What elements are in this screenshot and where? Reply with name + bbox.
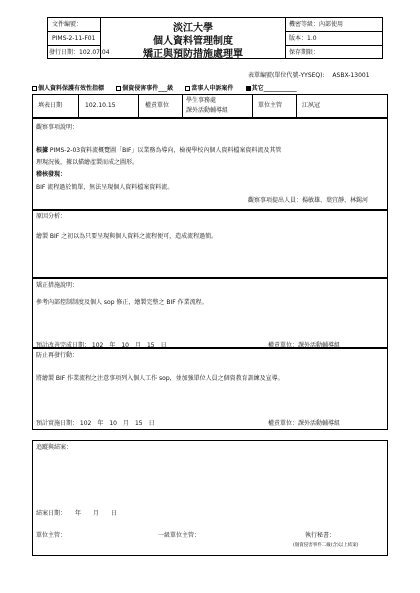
prevention-unit: 權責單位：課外活動輔導組 bbox=[268, 420, 341, 427]
prevention-date: 預計實施日期： 102 年 10 月 15 日 bbox=[36, 420, 155, 427]
followup-note: (個資侵害事件二級(含)以上結案) bbox=[293, 543, 359, 548]
doc-number: PIMS-2-11-F01 bbox=[52, 35, 96, 42]
fill-date-label: 填表日期 bbox=[38, 102, 63, 109]
observation-basis-2: 理現況後，據以描繪產製而成之圖形。 bbox=[36, 159, 139, 166]
finding-text: BIF 流程過於簡單，無法呈現個人資料檔案資料流。 bbox=[36, 184, 174, 191]
observation-basis bbox=[36, 148, 281, 154]
resp-unit-value-1: 學生事務處 bbox=[186, 97, 217, 104]
correction-section bbox=[32, 278, 388, 348]
category-incident[interactable]: 個資侵害事件___級 bbox=[116, 85, 173, 92]
observation-heading: 觀察事項說明： bbox=[36, 124, 79, 131]
checkbox-icon[interactable] bbox=[32, 86, 37, 91]
executive-secretary-signature: 執行秘書： bbox=[305, 532, 336, 539]
issue-date: 發行日期：102.07.04 bbox=[49, 49, 110, 56]
category-row bbox=[32, 86, 297, 92]
resp-unit-label: 權責單位 bbox=[145, 102, 170, 109]
first-level-supervisor-signature: 一級單位主管： bbox=[158, 532, 201, 539]
observation-reporter: 觀察事項提出人員：楊敏雄、葉宜靜、林錫河 bbox=[248, 197, 369, 204]
doc-number-label: 文件編號： bbox=[52, 21, 83, 28]
category-effectiveness[interactable]: 個人資料保護有效性指標 bbox=[32, 85, 104, 92]
unit-supervisor-signature: 單位主管： bbox=[36, 532, 67, 539]
checkbox-icon[interactable] bbox=[185, 86, 190, 91]
fill-date-value: 102.10.15 bbox=[85, 102, 116, 109]
cause-text: 繪製 BIF 之初以為只要呈現與個人資料之流程便可，造成流程過簡。 bbox=[36, 233, 218, 240]
followup-heading: 追蹤與結案： bbox=[36, 444, 73, 451]
checked-checkbox-icon[interactable] bbox=[246, 86, 251, 91]
confidentiality-level: 機密等級：內部使用 bbox=[289, 21, 344, 28]
category-complaint[interactable]: 當事人申訴案件 bbox=[185, 85, 233, 92]
university-title: 淡江大學 bbox=[173, 23, 213, 34]
version: 版本：1.0 bbox=[289, 35, 317, 42]
correction-date: 預計改善完成日期： 102 年 10 月 15 日 bbox=[36, 342, 167, 349]
correction-unit: 權責單位：課外活動輔導組 bbox=[268, 342, 341, 349]
form-title: 矯正與預防措施處理單 bbox=[143, 49, 243, 60]
close-date: 結案日期： 年 月 日 bbox=[36, 510, 118, 517]
correction-text: 參考內部控制制度及個人 sop 修正，繪製完整之 BIF 作業流程。 bbox=[36, 299, 208, 306]
correction-heading: 矯正措施說明： bbox=[36, 282, 79, 289]
supervisor-label: 單位主管 bbox=[258, 102, 283, 109]
prevention-heading: 防止再發行動： bbox=[36, 352, 79, 359]
prevention-section bbox=[32, 348, 388, 430]
cause-heading: 原因分析： bbox=[36, 213, 67, 220]
retention-period: 保存期限： bbox=[289, 49, 320, 56]
supervisor-value: 江夙冠 bbox=[302, 102, 321, 109]
checkbox-icon[interactable] bbox=[116, 86, 121, 91]
form-code: 表單編號(單位代號-YYSEQ): ASBX-13001 bbox=[248, 72, 370, 79]
cause-section bbox=[32, 210, 388, 278]
system-title: 個人資料管理制度 bbox=[153, 36, 233, 47]
category-other[interactable]: 其它___________ bbox=[246, 85, 297, 92]
basis-label: 根據 bbox=[36, 147, 49, 154]
resp-unit-value-2: 課外活動輔導組 bbox=[186, 107, 229, 114]
basis-text: PIMS-2-03資料流概覽圖「BIF」以業務為導向，檢視學校內個人資料檔案資料流及其管 bbox=[48, 147, 282, 154]
finding-label: 稽核發現： bbox=[36, 171, 67, 178]
prevention-text: 將繪製 BIF 作業流程之注意事項列入個人工作 sop，並加強單位人員之個資教育訓練及宣導。 bbox=[36, 375, 284, 382]
